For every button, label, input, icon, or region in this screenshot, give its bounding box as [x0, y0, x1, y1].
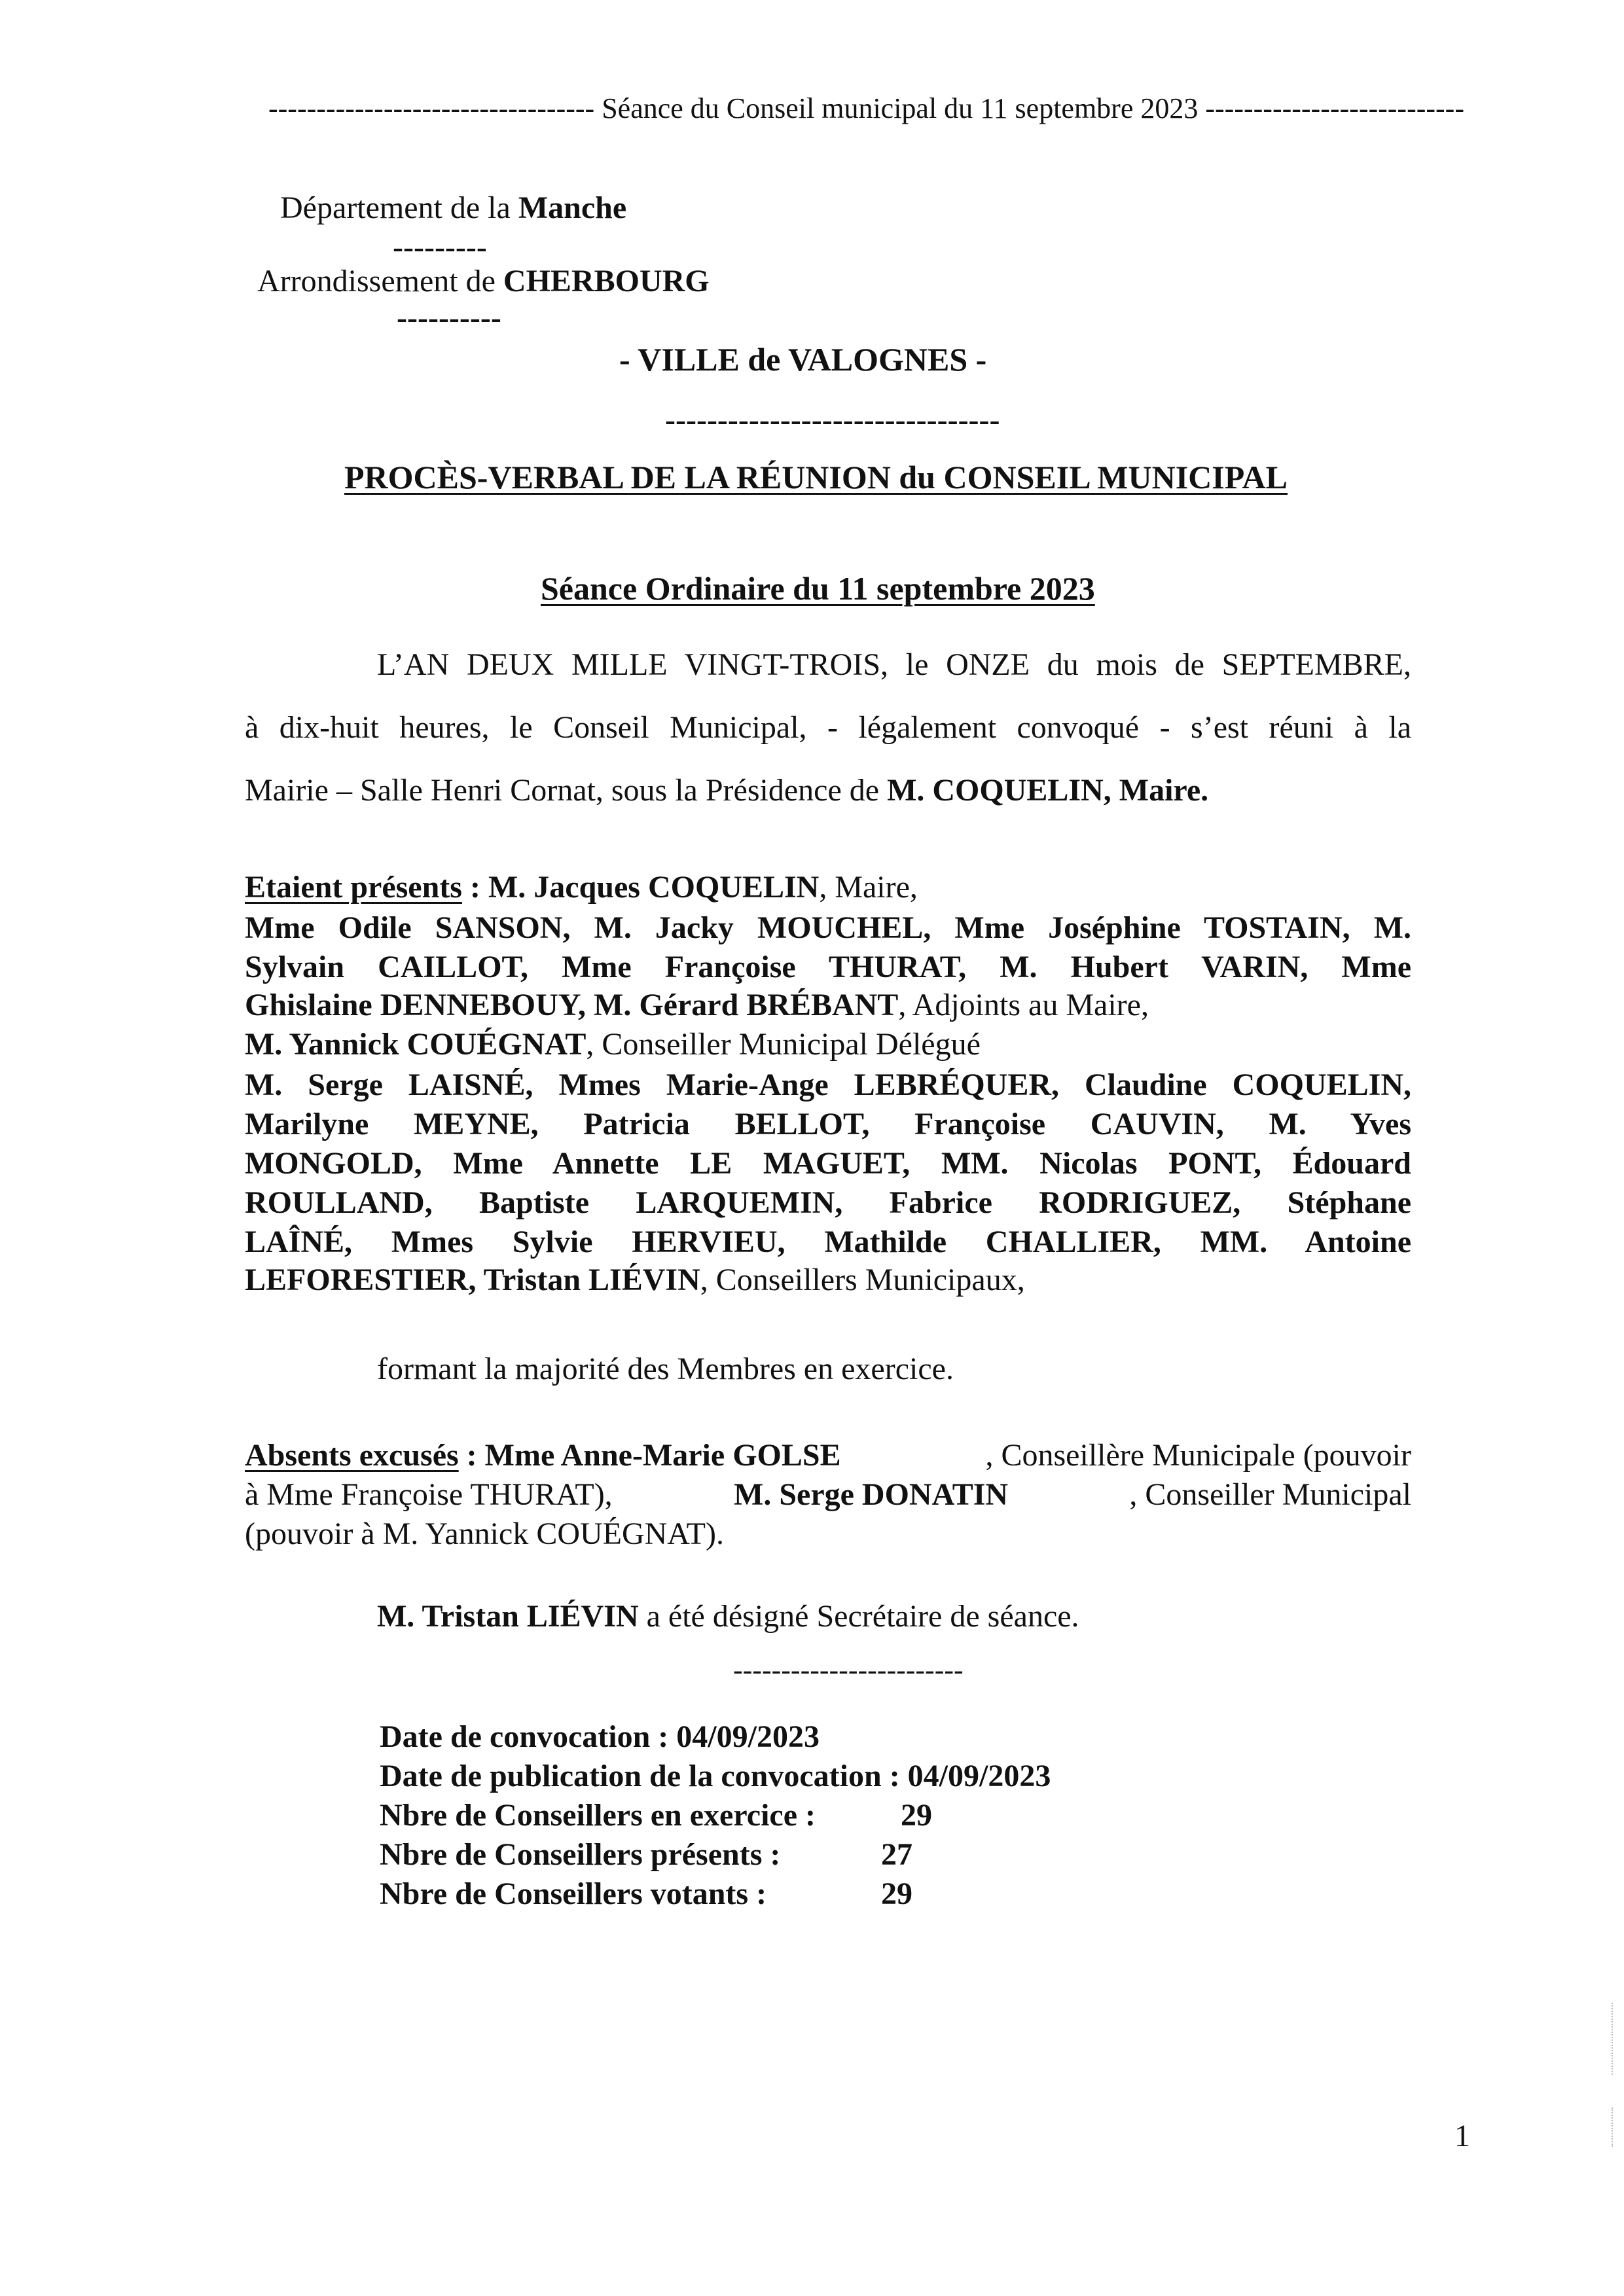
- stat-label: Nbre de Conseillers votants :: [380, 1876, 767, 1911]
- maire-role: , Maire,: [819, 870, 918, 905]
- intro-line-3: [245, 772, 1208, 808]
- stat-row: [380, 1874, 1051, 1914]
- stat-row: [380, 1835, 1051, 1874]
- header-text: Séance du Conseil municipal du 11 septembre 2023: [602, 92, 1199, 124]
- departement-name: Manche: [518, 190, 627, 225]
- absent-1-name: Mme Anne-Marie GOLSE: [484, 1438, 841, 1473]
- stat-label: Nbre de Conseillers en exercice :: [380, 1798, 816, 1833]
- stat-label: Nbre de Conseillers présents :: [380, 1837, 781, 1872]
- presents-line-5: [245, 1026, 981, 1062]
- departement-line: [280, 190, 626, 226]
- stat-value: 04/09/2023: [676, 1719, 820, 1754]
- adjoints-role: , Adjoints au Maire,: [898, 988, 1149, 1022]
- scan-mark: [1612, 2003, 1613, 2075]
- absents-line-1: [245, 1437, 1411, 1473]
- absents-line-3: (pouvoir à M. Yannick COUÉGNAT).: [245, 1516, 724, 1551]
- secretaire-text: a été désigné Secrétaire de séance.: [638, 1599, 1079, 1634]
- intro-line-1: L’AN DEUX MILLE VINGT-TROIS, le ONZE du mois de SEPTEMBRE,: [377, 647, 1411, 682]
- page-number: 1: [1454, 2119, 1470, 2153]
- presents-line-11: [245, 1262, 1025, 1298]
- secretaire-name: M. Tristan LIÉVIN: [377, 1599, 639, 1634]
- arrondissement-prefix: Arrondissement de: [257, 264, 503, 298]
- convocation-stats: [380, 1717, 1051, 1914]
- arrondissement-name: CHERBOURG: [503, 264, 710, 298]
- adjoints-names-end: Ghislaine DENNEBOUY, M. Gérard BRÉBANT: [245, 988, 899, 1022]
- president-name: M. COQUELIN, Maire.: [887, 773, 1209, 808]
- scan-mark: [1612, 2108, 1613, 2147]
- secretaire-line: [377, 1598, 1079, 1634]
- stat-value: 29: [881, 1876, 912, 1911]
- stat-value: 29: [901, 1798, 932, 1833]
- delegue-name: M. Yannick COUÉGNAT: [245, 1027, 586, 1062]
- intro-line-3-text: Mairie – Salle Henri Cornat, sous la Présidence de: [245, 773, 888, 808]
- separator-4: ------------------------: [733, 1654, 964, 1686]
- stat-row: [380, 1796, 1051, 1835]
- separator-2: ----------: [397, 300, 501, 335]
- departement-prefix: Département de la: [280, 190, 518, 225]
- majorite-line: formant la majorité des Membres en exercice.: [377, 1352, 954, 1386]
- stat-row: [380, 1717, 1051, 1757]
- presents-line-10: LAÎNÉ, Mmes Sylvie HERVIEU, Mathilde CHALLIER, MM. Antoine: [245, 1225, 1411, 1259]
- page-title: PROCÈS-VERBAL DE LA RÉUNION du CONSEIL MUNICIPAL: [344, 459, 1288, 495]
- absents-line-2: [245, 1477, 1411, 1513]
- header-rule-left: ----------------------------------: [268, 92, 595, 124]
- running-header: [268, 92, 1464, 125]
- stat-row: [380, 1757, 1051, 1796]
- conseillers-names-end: LEFORESTIER, Tristan LIÉVIN: [245, 1263, 700, 1297]
- presents-colon: :: [461, 870, 488, 905]
- presents-line-9: ROULLAND, Baptiste LARQUEMIN, Fabrice RODRIGUEZ, Stéphane: [245, 1185, 1411, 1220]
- absent-1-role: , Conseillère Municipale (pouvoir: [985, 1438, 1411, 1473]
- absents-colon: :: [458, 1438, 485, 1473]
- stat-value: 27: [881, 1837, 912, 1872]
- separator-3: --------------------------------: [665, 403, 1000, 437]
- absents-label: Absents excusés: [245, 1438, 459, 1473]
- absent-2-role: , Conseiller Municipal: [1129, 1477, 1411, 1512]
- intro-line-2: à dix-huit heures, le Conseil Municipal, - légalement convoqué - s’est réuni à la: [245, 710, 1411, 745]
- stat-label: Date de convocation :: [380, 1719, 677, 1754]
- maire-name: M. Jacques COQUELIN: [488, 870, 820, 905]
- presents-line-8: MONGOLD, Mme Annette LE MAGUET, MM. Nicolas PONT, Édouard: [245, 1146, 1411, 1181]
- absents-line-1-left: [245, 1437, 841, 1473]
- stat-value: 04/09/2023: [907, 1759, 1051, 1793]
- absent-2-name: M. Serge DONATIN: [734, 1477, 1009, 1512]
- presents-line-7: Marilyne MEYNE, Patricia BELLOT, Françoise CAUVIN, M. Yves: [245, 1107, 1411, 1141]
- arrondissement-line: [257, 263, 710, 299]
- session-subtitle: Séance Ordinaire du 11 septembre 2023: [541, 570, 1095, 607]
- delegue-role: , Conseiller Municipal Délégué: [586, 1027, 981, 1062]
- presents-line-6: M. Serge LAISNÉ, Mmes Marie-Ange LEBRÉQUER, Claudine COQUELIN,: [245, 1067, 1411, 1102]
- presents-line-3: Sylvain CAILLOT, Mme Françoise THURAT, M. Hubert VARIN, Mme: [245, 950, 1411, 984]
- presents-line-2: Mme Odile SANSON, M. Jacky MOUCHEL, Mme Joséphine TOSTAIN, M.: [245, 910, 1411, 945]
- ville-heading: - VILLE de VALOGNES -: [619, 341, 987, 378]
- separator-1: ---------: [393, 230, 487, 264]
- presents-line-1: [245, 869, 918, 905]
- presents-line-4: [245, 987, 1149, 1023]
- conseillers-role: , Conseillers Municipaux,: [700, 1263, 1025, 1297]
- stat-label: Date de publication de la convocation :: [380, 1759, 908, 1793]
- presents-label: Etaient présents: [245, 870, 462, 905]
- absent-1-proxy: à Mme Françoise THURAT),: [245, 1477, 613, 1512]
- header-rule-right: ---------------------------: [1205, 92, 1464, 124]
